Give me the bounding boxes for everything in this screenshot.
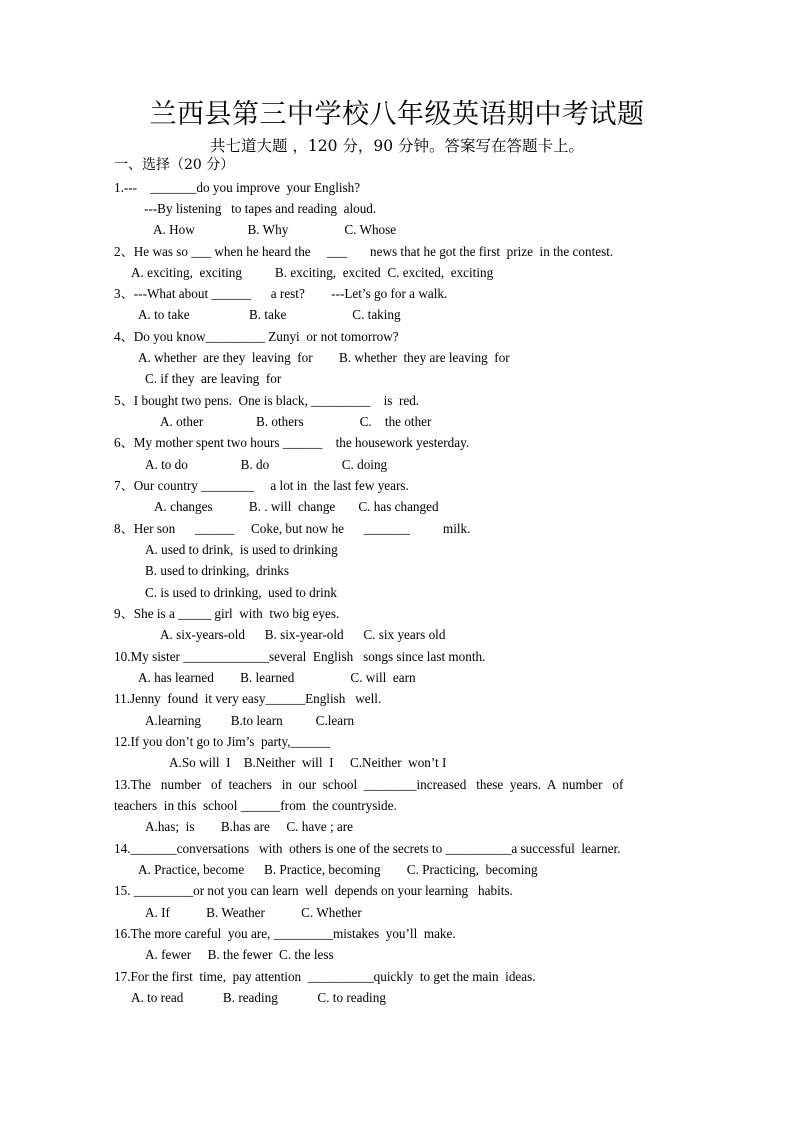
question-line: 13.The number of teachers in our school ________increased these years. A number of	[114, 777, 624, 792]
question-line: 2、He was so ___ when he heard the ___ news that he got the first prize in the contest.	[114, 244, 614, 259]
answer-options: A. whether are they leaving for B. whether they are leaving for	[138, 350, 510, 365]
answer-options: B. used to drinking, drinks	[145, 563, 289, 578]
answer-options: A. used to drink, is used to drinking	[145, 542, 338, 557]
question-line: 6、My mother spent two hours ______ the housework yesterday.	[114, 435, 470, 450]
answer-options: C. if they are leaving for	[145, 371, 282, 386]
answer-options: A.learning B.to learn C.learn	[145, 713, 355, 728]
question-line: 1.--- _______do you improve your English?	[114, 180, 361, 195]
answer-options: A. six-years-old B. six-year-old C. six years old	[160, 627, 446, 642]
answer-options: A. Practice, become B. Practice, becoming C. Practicing, becoming	[138, 862, 538, 877]
question-line: 10.My sister _____________several English songs since last month.	[114, 649, 486, 664]
answer-options: A. to do B. do C. doing	[145, 457, 388, 472]
answer-options: A. If B. Weather C. Whether	[145, 905, 362, 920]
section-heading: 一、选择（20 分）	[114, 157, 235, 173]
question-line: 7、Our country ________ a lot in the last few years.	[114, 478, 409, 493]
question-line: 3、---What about ______ a rest? ---Let’s go for a walk.	[114, 286, 448, 301]
question-line: 9、She is a _____ girl with two big eyes.	[114, 606, 340, 621]
question-line: teachers in this school ______from the countryside.	[114, 798, 397, 813]
answer-options: A. to take B. take C. taking	[138, 307, 401, 322]
answer-options: A. to read B. reading C. to reading	[131, 990, 386, 1005]
answer-options: A.So will I B.Neither will I C.Neither won’t I	[169, 755, 447, 770]
question-line: ---By listening to tapes and reading aloud.	[144, 201, 377, 216]
answer-options: A. fewer B. the fewer C. the less	[145, 947, 334, 962]
question-line: 15. _________or not you can learn well depends on your learning habits.	[114, 883, 513, 898]
exam-title: 兰西县第三中学校八年级英语期中考试题	[149, 99, 645, 130]
question-line: 17.For the first time, pay attention __________quickly to get the main ideas.	[114, 969, 536, 984]
answer-options: A. changes B. . will change C. has changed	[154, 499, 439, 514]
answer-options: A. has learned B. learned C. will earn	[138, 670, 416, 685]
answer-options: A. exciting, exciting B. exciting, excited C. excited, exciting	[131, 265, 494, 280]
question-line: 11.Jenny found it very easy______English well.	[114, 691, 382, 706]
question-line: 12.If you don’t go to Jim’s party,______	[114, 734, 331, 749]
exam-subtitle: 共七道大题 ，120 分，90 分钟。答案写在答题卡上。	[209, 137, 585, 155]
answer-options: C. is used to drinking, used to drink	[145, 585, 337, 600]
answer-options: A. How B. Why C. Whose	[153, 222, 397, 237]
answer-options: A.has; is B.has are C. have ; are	[145, 819, 354, 834]
question-line: 8、Her son ______ Coke, but now he _______ milk.	[114, 521, 471, 536]
answer-options: A. other B. others C. the other	[160, 414, 432, 429]
question-line: 5、I bought two pens. One is black, _________ is red.	[114, 393, 420, 408]
question-line: 14._______conversations with others is one of the secrets to __________a successful learner.	[114, 841, 621, 856]
question-line: 16.The more careful you are, _________mistakes you’ll make.	[114, 926, 456, 941]
question-line: 4、Do you know_________ Zunyi or not tomorrow?	[114, 329, 399, 344]
